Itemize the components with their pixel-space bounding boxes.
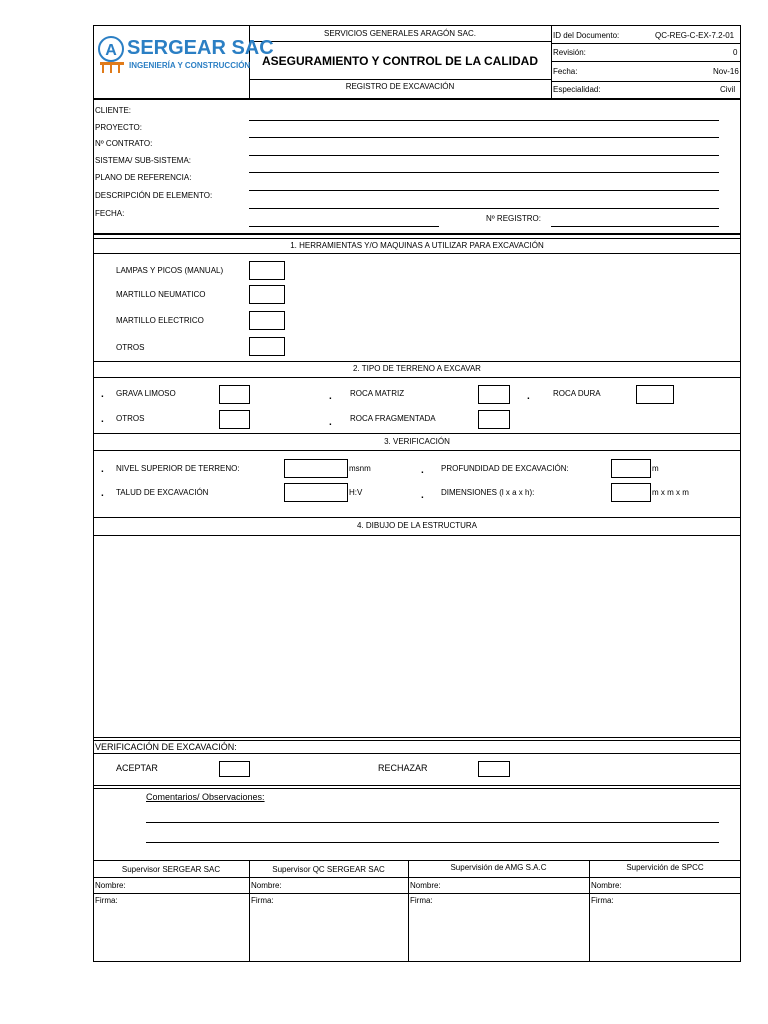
drawing-area[interactable] bbox=[94, 537, 740, 736]
bullet-icon: . bbox=[101, 488, 104, 499]
sig-sign-label: Firma: bbox=[410, 896, 433, 905]
tool-item-label: OTROS bbox=[116, 343, 145, 352]
revision-value: 0 bbox=[733, 48, 738, 57]
doc-id-value: QC-REG-C-EX-7.2-01 bbox=[655, 31, 735, 40]
comments-top-line bbox=[93, 785, 741, 786]
sig-name-line bbox=[93, 893, 741, 894]
contrato-label: Nº CONTRATO: bbox=[95, 139, 153, 148]
descripcion-label: DESCRIPCIÓN DE ELEMENTO: bbox=[95, 191, 213, 200]
grava-checkbox[interactable] bbox=[219, 385, 250, 404]
registro-field[interactable] bbox=[551, 226, 719, 227]
sig-header: Supervisor SERGEAR SAC bbox=[121, 865, 221, 874]
header-meta-line-2 bbox=[551, 61, 741, 62]
sig-col-divider bbox=[589, 860, 590, 962]
revision-label: Revisión: bbox=[553, 48, 586, 57]
reject-checkbox[interactable] bbox=[478, 761, 510, 777]
s1-top-line bbox=[93, 238, 741, 239]
contrato-field[interactable] bbox=[249, 155, 719, 156]
header-divider-right bbox=[551, 25, 552, 99]
plano-label: PLANO DE REFERENCIA: bbox=[95, 173, 192, 182]
header-line-2 bbox=[249, 79, 551, 80]
section3-title: 3. VERIFICACIÓN bbox=[384, 437, 450, 446]
proyecto-field[interactable] bbox=[249, 137, 719, 138]
tool-item-label: MARTILLO NEUMATICO bbox=[116, 290, 206, 299]
nivel-label: NIVEL SUPERIOR DE TERRENO: bbox=[116, 464, 240, 473]
talud-unit: H:V bbox=[349, 488, 363, 497]
profundidad-input[interactable] bbox=[611, 459, 651, 478]
comments-line[interactable] bbox=[146, 822, 719, 823]
verif-title-line bbox=[93, 753, 741, 754]
bullet-icon: . bbox=[101, 389, 104, 400]
header-meta-line-1 bbox=[551, 43, 741, 44]
sig-header-line bbox=[93, 877, 741, 878]
sig-name-label: Nombre: bbox=[410, 881, 441, 890]
doc-id-label: ID del Documento: bbox=[553, 31, 620, 40]
verif-top-line-2 bbox=[93, 740, 741, 741]
bullet-icon: . bbox=[329, 391, 332, 402]
section4-title: 4. DIBUJO DE LA ESTRUCTURA bbox=[356, 521, 478, 530]
reject-label: RECHAZAR bbox=[378, 763, 428, 773]
s4-title-line bbox=[93, 535, 741, 536]
sig-name-label: Nombre: bbox=[95, 881, 126, 890]
sig-header: Supervisión de AMG S.A.C bbox=[450, 863, 547, 872]
nivel-unit: msnm bbox=[349, 464, 371, 473]
info-bottom-line bbox=[93, 233, 741, 235]
sistema-label: SISTEMA/ SUB-SISTEMA: bbox=[95, 156, 192, 165]
s2-top-line bbox=[93, 361, 741, 362]
nivel-input[interactable] bbox=[284, 459, 348, 478]
registro-label: Nº REGISTRO: bbox=[486, 214, 541, 223]
accept-checkbox[interactable] bbox=[219, 761, 250, 777]
form-subtitle: REGISTRO DE EXCAVACIÓN bbox=[345, 82, 455, 91]
bullet-icon: . bbox=[527, 391, 530, 402]
sig-sign-label: Firma: bbox=[591, 896, 614, 905]
talud-label: TALUD DE EXCAVACIÓN bbox=[116, 488, 209, 497]
bullet-icon: . bbox=[421, 490, 424, 501]
specialty-value: Civil bbox=[720, 85, 736, 94]
comments-line[interactable] bbox=[146, 842, 719, 843]
roca-matriz-checkbox[interactable] bbox=[478, 385, 510, 404]
tool-checkbox[interactable] bbox=[249, 261, 285, 280]
sig-name-label: Nombre: bbox=[591, 881, 622, 890]
dim-unit: m x m x m bbox=[652, 488, 689, 497]
comments-top-line-2 bbox=[93, 788, 741, 789]
otros-terreno-checkbox[interactable] bbox=[219, 410, 250, 429]
s1-title-line bbox=[93, 253, 741, 254]
descripcion-field[interactable] bbox=[249, 208, 719, 209]
roca-dura-label: ROCA DURA bbox=[553, 389, 601, 398]
date-value: Nov-16 bbox=[713, 67, 739, 76]
form-title: ASEGURAMIENTO Y CONTROL DE LA CALIDAD bbox=[261, 54, 539, 68]
company-logo bbox=[97, 34, 127, 74]
prof-unit: m bbox=[652, 464, 659, 473]
tool-checkbox[interactable] bbox=[249, 311, 285, 330]
sig-header: Supervición de SPCC bbox=[626, 863, 704, 872]
sig-col-divider bbox=[249, 860, 250, 962]
logo-tagline: INGENIERÍA Y CONSTRUCCIÓN bbox=[129, 61, 251, 70]
bullet-icon: . bbox=[101, 464, 104, 475]
svg-text:A: A bbox=[105, 42, 117, 59]
accept-label: ACEPTAR bbox=[116, 763, 158, 773]
sig-name-label: Nombre: bbox=[251, 881, 282, 890]
sig-col-divider bbox=[408, 860, 409, 962]
bullet-icon: . bbox=[101, 414, 104, 425]
fecha-field[interactable] bbox=[249, 226, 439, 227]
section2-title: 2. TIPO DE TERRENO A EXCAVAR bbox=[353, 364, 481, 373]
specialty-label: Especialidad: bbox=[553, 85, 601, 94]
sig-top-line bbox=[93, 860, 741, 861]
logo-name: SERGEAR SAC bbox=[127, 37, 274, 59]
bullet-icon: . bbox=[421, 465, 424, 476]
s3-top-line bbox=[93, 433, 741, 434]
roca-frag-checkbox[interactable] bbox=[478, 410, 510, 429]
s4-top-line bbox=[93, 517, 741, 518]
s2-title-line bbox=[93, 377, 741, 378]
plano-field[interactable] bbox=[249, 190, 719, 191]
tool-item-label: LAMPAS Y PICOS (MANUAL) bbox=[116, 266, 224, 275]
company-name: SERVICIOS GENERALES ARAGÓN SAC. bbox=[324, 29, 476, 38]
cliente-field[interactable] bbox=[249, 120, 719, 121]
talud-input[interactable] bbox=[284, 483, 348, 502]
verification-title: VERIFICACIÓN DE EXCAVACIÓN: bbox=[95, 742, 237, 752]
profundidad-label: PROFUNDIDAD DE EXCAVACIÓN: bbox=[441, 464, 569, 473]
sig-header: Supervisor QC SERGEAR SAC bbox=[272, 865, 385, 874]
comments-label: Comentarios/ Observaciones: bbox=[146, 792, 265, 802]
date-label: Fecha: bbox=[553, 67, 578, 76]
dimensiones-input[interactable] bbox=[611, 483, 651, 502]
sistema-field[interactable] bbox=[249, 172, 719, 173]
section1-title: 1. HERRAMIENTAS Y/O MAQUINAS A UTILIZAR PARA EXCAVACIÓN bbox=[290, 241, 544, 250]
header-meta-line-3 bbox=[551, 81, 741, 82]
header-line-1 bbox=[249, 41, 551, 42]
roca-matriz-label: ROCA MATRIZ bbox=[350, 389, 405, 398]
grava-label: GRAVA LIMOSO bbox=[116, 389, 176, 398]
tool-checkbox[interactable] bbox=[249, 337, 285, 356]
sig-sign-label: Firma: bbox=[95, 896, 118, 905]
bullet-icon: . bbox=[329, 417, 332, 428]
roca-frag-label: ROCA FRAGMENTADA bbox=[350, 414, 436, 423]
otros-terreno-label: OTROS bbox=[116, 414, 145, 423]
roca-dura-checkbox[interactable] bbox=[636, 385, 674, 404]
logo-mark-icon bbox=[97, 34, 127, 74]
verif-top-line bbox=[93, 737, 741, 738]
cliente-label: CLIENTE: bbox=[95, 106, 132, 115]
fecha-label: FECHA: bbox=[95, 209, 125, 218]
dimensiones-label: DIMENSIONES (l x a x h): bbox=[441, 488, 535, 497]
tool-item-label: MARTILLO ELECTRICO bbox=[116, 316, 204, 325]
header-bottom-line bbox=[93, 98, 741, 100]
sig-sign-label: Firma: bbox=[251, 896, 274, 905]
tool-checkbox[interactable] bbox=[249, 285, 285, 304]
proyecto-label: PROYECTO: bbox=[95, 123, 142, 132]
s3-title-line bbox=[93, 450, 741, 451]
